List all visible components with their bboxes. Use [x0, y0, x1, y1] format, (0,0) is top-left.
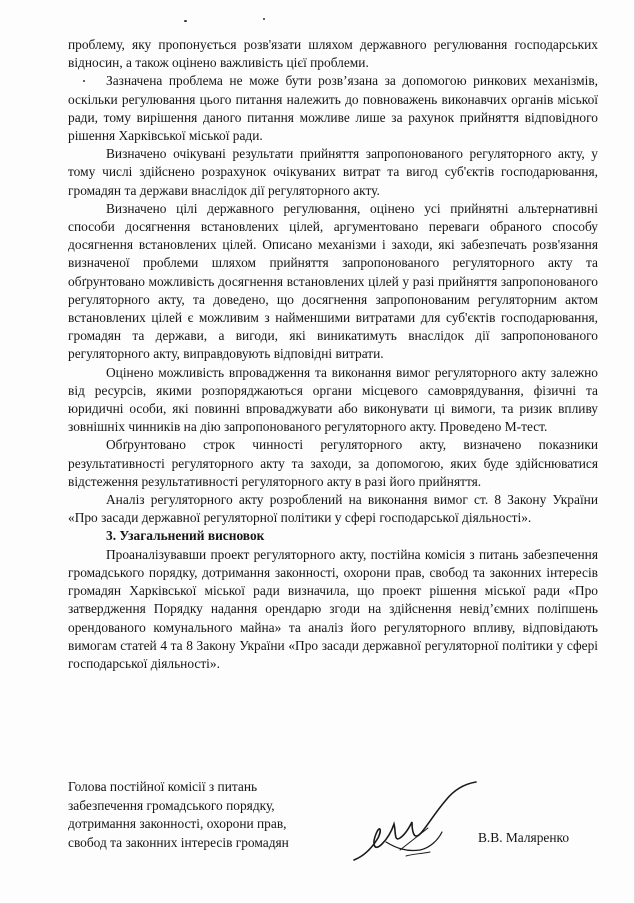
signatory-name: В.В. Маляренко: [478, 830, 570, 845]
paragraph: Аналіз регуляторного акту розроблений на виконання вимог ст. 8 Закону України «Про засади державної регуляторної політики у сфері господарської діяльності».: [68, 492, 598, 526]
paragraph: Визначено цілі державного регулювання, оцінено усі прийнятні альтернативні способи досягнення встановлених цілей, аргументовано переваги обраного способу досягнення встановлених цілей. Описано механізми і заходи, які забезпечать розв'язання визначеної проблеми шляхом прийняття запропонованого регуляторного акту та обґрунтовано можливість досягнення встановлених цілей у разі прийняття запропонованого регуляторного акту, та доведено, що досягнення запропонованим регуляторним актом встановлених цілей є можливим з найменшими витратами для суб'єктів господарювання, громадян та держави, а вигоди, які виникатимуть внаслідок дії запропонованого регуляторного акту, виправдовують відповідні витрати.: [68, 200, 598, 362]
conclusion-paragraph: Проаналізувавши проект регуляторного акту, постійна комісія з питань забезпечення громадського порядку, дотримання законності, охорони прав, свобод та законних інтересів громадян Харківської міської ради визначила, що проект рішення міської ради «Про затвердження Порядку надання орендарю згоди на здійснення невід’ємних поліпшень орендованого комунального майна» та аналіз його регуляторного впливу, відповідають вимогам статей 4 та 8 Закону України «Про засади державної регуляторної політики у сфері господарської діяльності».: [68, 546, 598, 671]
paragraph: Визначено очікувані результати прийняття запропонованого регуляторного акту, у тому числі здійснено розрахунок очікуваних витрат та вигод суб'єктів господарювання, громадян та держави внаслідок дії регуляторного акту.: [68, 146, 598, 198]
signature-title-line: свобод та законних інтересів громадян: [68, 834, 289, 850]
paragraph: Оцінено можливість впровадження та виконання вимог регуляторного акту залежно від ресурсів, якими розпоряджаються органи місцевого самоврядування, фізичні та юридичні особи, які повинні впроваджувати або виконувати ці вимоги, та ризик впливу зовнішніх чинників на дію запропонованого регуляторного акту. Проведено М-тест.: [68, 364, 598, 435]
section-heading: 3. Узагальнений висновок: [106, 528, 265, 544]
signature-title-line: дотримання законності, охорони прав,: [68, 816, 287, 832]
signature-title-line: забезпечення громадського порядку,: [68, 797, 275, 813]
paragraph: Зазначена проблема не може бути розв’язана за допомогою ринкових механізмів, оскільки регулювання цього питання належить до повноважень виконавчих органів міської ради, тому вирішення даного питання можливе лише за рахунок прийняття відповідного рішення Харківської міської ради.: [68, 73, 598, 144]
signature-title-line: Голова постійної комісії з питань: [68, 779, 258, 794]
document-body: [68, 36, 598, 673]
scan-speck: [184, 20, 187, 22]
paragraph: проблему, яку пропонується розв'язати шляхом державного регулювання господарських відносин, а також оцінено важливість цієї проблеми.: [68, 37, 598, 71]
handwritten-signature: [350, 778, 480, 868]
paragraph: Обґрунтовано строк чинності регуляторного акту, визначено показники результативності регуляторного акту та заходи, за допомогою, яких буде здійснюватися відстеження результативності регуляторного акту в разі його прийняття.: [68, 437, 598, 489]
scan-speck: [263, 18, 265, 20]
